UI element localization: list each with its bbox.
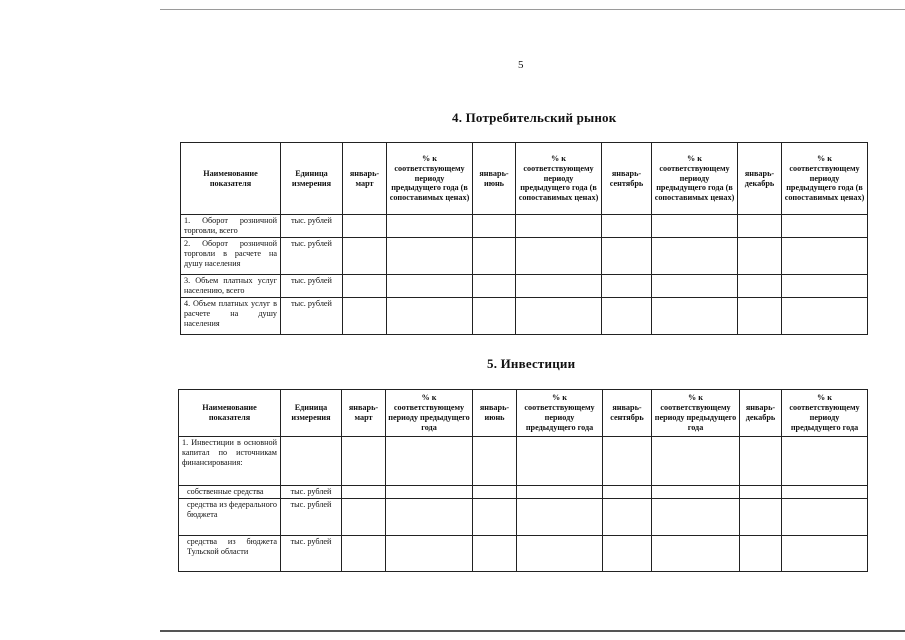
header-percent-9m: % к соответствующему периоду предыдущего года [652, 390, 740, 437]
value-cell [387, 215, 473, 238]
header-jan-sep: январь-сентябрь [602, 143, 652, 215]
table-row [179, 437, 868, 486]
value-cell [517, 437, 603, 486]
row-name: 1. Оборот розничной торговли, всего [181, 215, 281, 238]
value-cell [602, 215, 652, 238]
table-header-row [179, 390, 868, 437]
header-jan-dec: январь-декабрь [738, 143, 782, 215]
section-title-consumer-market: 4. Потребительский рынок [452, 110, 617, 125]
header-jan-sep: январь-сентябрь [603, 390, 652, 437]
value-cell [386, 498, 473, 535]
value-cell [738, 298, 782, 335]
table-row [179, 486, 868, 499]
row-unit: тыс. рублей [281, 486, 342, 499]
header-indicator-name: Наименование показателя [181, 143, 281, 215]
row-name: собственные средства [179, 486, 281, 499]
value-cell [652, 486, 740, 499]
value-cell [343, 298, 387, 335]
row-unit: тыс. рублей [281, 498, 342, 535]
consumer-market-table [180, 142, 868, 335]
value-cell [342, 437, 386, 486]
table-row [181, 275, 868, 298]
value-cell [473, 298, 516, 335]
value-cell [782, 238, 868, 275]
header-indicator-name: Наименование показателя [179, 390, 281, 437]
value-cell [652, 535, 740, 571]
table-row [179, 498, 868, 535]
table-row [181, 238, 868, 275]
header-percent-9m: % к соответствующему периоду предыдущего года (в сопоставимых ценах) [652, 143, 738, 215]
section-title-investments: 5. Инвестиции [487, 356, 576, 371]
header-jan-mar: январь-март [342, 390, 386, 437]
table-row [181, 298, 868, 335]
value-cell [740, 498, 782, 535]
value-cell [652, 275, 738, 298]
value-cell [738, 215, 782, 238]
value-cell [343, 215, 387, 238]
value-cell [652, 298, 738, 335]
value-cell [782, 486, 868, 499]
row-name: 3. Объем платных услуг населению, всего [181, 275, 281, 298]
row-unit: тыс. рублей [281, 275, 343, 298]
value-cell [517, 498, 603, 535]
value-cell [516, 238, 602, 275]
header-jan-jun: январь-июнь [473, 390, 517, 437]
value-cell [782, 535, 868, 571]
investments-table [178, 389, 868, 572]
header-jan-jun: январь-июнь [473, 143, 516, 215]
value-cell [343, 275, 387, 298]
header-jan-dec: январь-декабрь [740, 390, 782, 437]
top-rule [160, 9, 905, 10]
page-number: 5 [518, 59, 524, 71]
bottom-rule [160, 630, 905, 632]
row-name: 1. Инвестиции в основной капитал по источникам финансирования: [179, 437, 281, 486]
value-cell [386, 535, 473, 571]
header-percent-h1: % к соответствующему периоду предыдущего года (в сопоставимых ценах) [516, 143, 602, 215]
row-name: средства из федерального бюджета [179, 498, 281, 535]
value-cell [473, 486, 517, 499]
value-cell [473, 535, 517, 571]
value-cell [652, 238, 738, 275]
value-cell [782, 275, 868, 298]
row-name: 2. Оборот розничной торговли в расчете на душу населения [181, 238, 281, 275]
value-cell [386, 486, 473, 499]
value-cell [387, 238, 473, 275]
value-cell [782, 215, 868, 238]
value-cell [387, 275, 473, 298]
value-cell [473, 238, 516, 275]
value-cell [473, 437, 517, 486]
table-row [179, 535, 868, 571]
value-cell [603, 535, 652, 571]
value-cell [603, 498, 652, 535]
value-cell [603, 437, 652, 486]
value-cell [740, 535, 782, 571]
table-row [181, 215, 868, 238]
value-cell [516, 298, 602, 335]
header-percent-year: % к соответствующему периоду предыдущего года (в сопоставимых ценах) [782, 143, 868, 215]
value-cell [342, 486, 386, 499]
value-cell [652, 498, 740, 535]
value-cell [386, 437, 473, 486]
row-unit: тыс. рублей [281, 215, 343, 238]
row-unit: тыс. рублей [281, 298, 343, 335]
header-unit: Единица измерения [281, 143, 343, 215]
value-cell [782, 298, 868, 335]
row-unit [281, 437, 342, 486]
value-cell [740, 437, 782, 486]
value-cell [343, 238, 387, 275]
row-name: средства из бюджета Тульской области [179, 535, 281, 571]
value-cell [738, 275, 782, 298]
value-cell [602, 238, 652, 275]
header-percent-h1: % к соответствующему периоду предыдущего года [517, 390, 603, 437]
header-unit: Единица измерения [281, 390, 342, 437]
value-cell [473, 215, 516, 238]
header-percent-q1: % к соответствующему периоду предыдущего года (в сопоставимых ценах) [387, 143, 473, 215]
value-cell [517, 535, 603, 571]
value-cell [342, 498, 386, 535]
header-jan-mar: январь-март [343, 143, 387, 215]
value-cell [738, 238, 782, 275]
row-name: 4. Объем платных услуг в расчете на душу населения [181, 298, 281, 335]
header-percent-q1: % к соответствующему периоду предыдущего года [386, 390, 473, 437]
header-percent-year: % к соответствующему периоду предыдущего года [782, 390, 868, 437]
row-unit: тыс. рублей [281, 238, 343, 275]
value-cell [782, 437, 868, 486]
value-cell [652, 215, 738, 238]
value-cell [473, 498, 517, 535]
value-cell [740, 486, 782, 499]
value-cell [473, 275, 516, 298]
value-cell [603, 486, 652, 499]
row-unit: тыс. рублей [281, 535, 342, 571]
value-cell [517, 486, 603, 499]
value-cell [652, 437, 740, 486]
value-cell [602, 275, 652, 298]
value-cell [782, 498, 868, 535]
value-cell [516, 215, 602, 238]
value-cell [602, 298, 652, 335]
table-header-row [181, 143, 868, 215]
value-cell [387, 298, 473, 335]
value-cell [342, 535, 386, 571]
value-cell [516, 275, 602, 298]
